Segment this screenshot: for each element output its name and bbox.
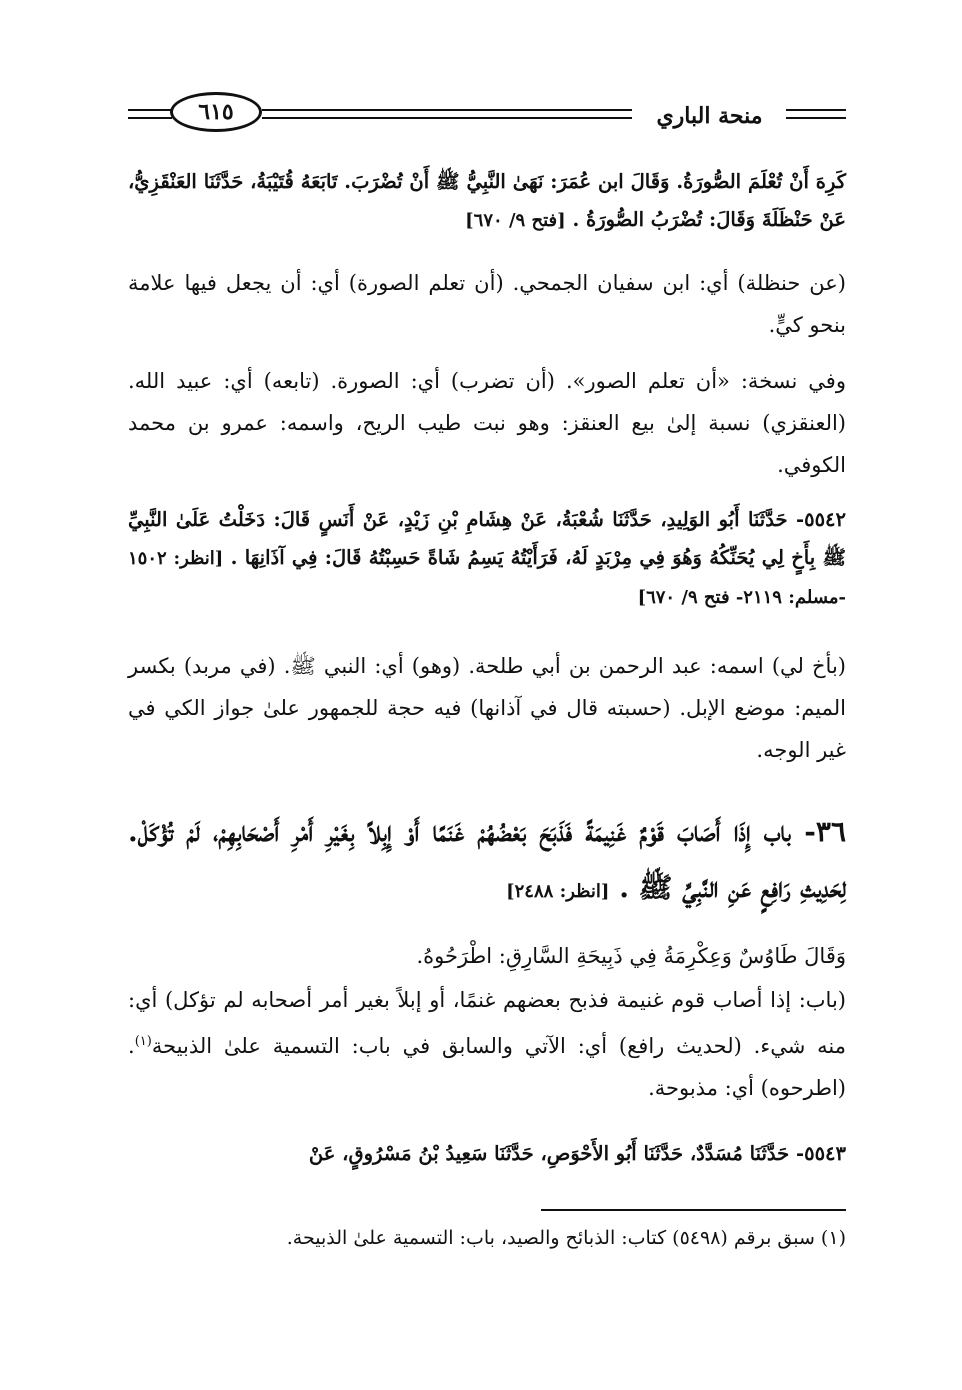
- header-rule-left-bottom: [128, 117, 172, 119]
- page-number: ٦١٥: [170, 92, 262, 132]
- header-rule-middle-bottom: [262, 117, 632, 119]
- footnote-separator: [541, 1209, 846, 1211]
- header-rule-left-top: [128, 109, 172, 111]
- hadith-5542: [128, 501, 846, 617]
- hadith-text: كَرِهَ أَنْ تُعْلَمَ الصُّورَةُ. وَقَالَ ابن عُمَرَ: نَهَىٰ النَّبِيُّ ﷺ أَنْ تُضْرَبَ. تَابَعَهُ قُتَيْبَةُ، حَدَّثَنَا العَنْقَزِيُّ، عَنْ حَنْظَلَةَ وَقَالَ: تُضْرَبُ الصُّورَةُ .: [128, 170, 846, 231]
- commentary-paragraph: [128, 979, 846, 1109]
- hadith-text: ٥٥٤٢- حَدَّثَنَا أَبُو الوَلِيدِ، حَدَّثَنَا شُعْبَةُ، عَنْ هِشَامِ بْنِ زَيْدٍ، عَنْ أَنَسٍ قَالَ: دَخَلْتُ عَلَىٰ النَّبِيِّ ﷺ بِأَخٍ لِي يُحَنِّكُهُ وَهُوَ فِي مِرْبَدٍ لَهُ، فَرَأَيْتُهُ يَسِمُ شَاةً حَسِبْتُهُ قَالَ: فِي آذَانِهَا .: [128, 508, 847, 569]
- hadith-continued: [128, 163, 846, 240]
- footnote: (١) سبق برقم (٥٤٩٨) كتاب: الذبائح والصيد، باب: التسمية علىٰ الذبيحة.: [286, 1227, 846, 1249]
- commentary-text: . (اطرحوه) أي: مذبوحة.: [128, 1034, 846, 1100]
- hadith-reference: [فتح ٩/ ٦٧٠]: [465, 210, 566, 231]
- commentary-paragraph: (بأخ لي) اسمه: عبد الرحمن بن أبي طلحة. (وهو) أي: النبي ﷺ. (في مربد) بكسر الميم: موضع الإبل. (حسبته قال في آذانها) فيه حجة للجمهور علىٰ جواز الكي في غير الوجه.: [128, 654, 846, 762]
- hadith-reference: [انظر: ١٥٠٢ -مسلم: ٢١١٩- فتح ٩/ ٦٧٠]: [128, 548, 846, 608]
- header-rule-right-bottom: [786, 117, 846, 119]
- running-title: منحة الباري: [656, 103, 763, 129]
- footnote-marker: (١): [134, 1034, 152, 1049]
- commentary-paragraph: وفي نسخة: «أن تعلم الصور». (أن تضرب) أي: الصورة. (تابعه) أي: عبيد الله. (العنقزي) نسبة إلىٰ بيع العنقز: وهو نبت طيب الريح، واسمه: عمرو بن محمد الكوفي.: [128, 369, 846, 477]
- chapter-reference: [انظر: ٢٤٨٨]: [506, 881, 610, 902]
- chapter-narration: وَقَالَ طَاوُسٌ وَعِكْرِمَةُ فِي ذَبِيحَةِ السَّارِقِ: اطْرَحُوهُ.: [416, 944, 846, 968]
- commentary-text: (باب: إذا أصاب قوم غنيمة فذبح بعضهم غنمًا، أو إبلاً بغير أمر أصحابه لم تؤكل) أي: منه شيء. (لحديث رافع) أي: الآتي والسابق في باب: التسمية علىٰ الذبيحة: [128, 988, 846, 1058]
- hadith-5543: ٥٥٤٣- حَدَّثَنَا مُسَدَّدٌ، حَدَّثَنَا أَبُو الأَحْوَصِ، حَدَّثَنَا سَعِيدُ بْنُ مَسْرُوقٍ، عَنْ: [308, 1142, 846, 1165]
- chapter-heading: [128, 804, 846, 920]
- commentary-paragraph: (عن حنظلة) أي: ابن سفيان الجمحي. (أن تعلم الصورة) أي: أن يجعل فيها علامة بنحو كيٍّ.: [128, 271, 846, 337]
- header-rule-right-top: [786, 109, 846, 111]
- header-rule-middle-top: [262, 109, 632, 111]
- chapter-title: ٣٦- باب إِذَا أَصَابَ قَوْمٌ غَنِيمَةً فَذَبَحَ بَعْضُهُمْ غَنَمًا أَوْ إِبِلاً بِغَيْرِ أَمْرِ أَصْحَابِهِمْ، لَمْ تُؤْكَلْ. لِحَدِيثِ رَافِعٍ عَنِ النَّبِيِّ ﷺ .: [128, 815, 846, 904]
